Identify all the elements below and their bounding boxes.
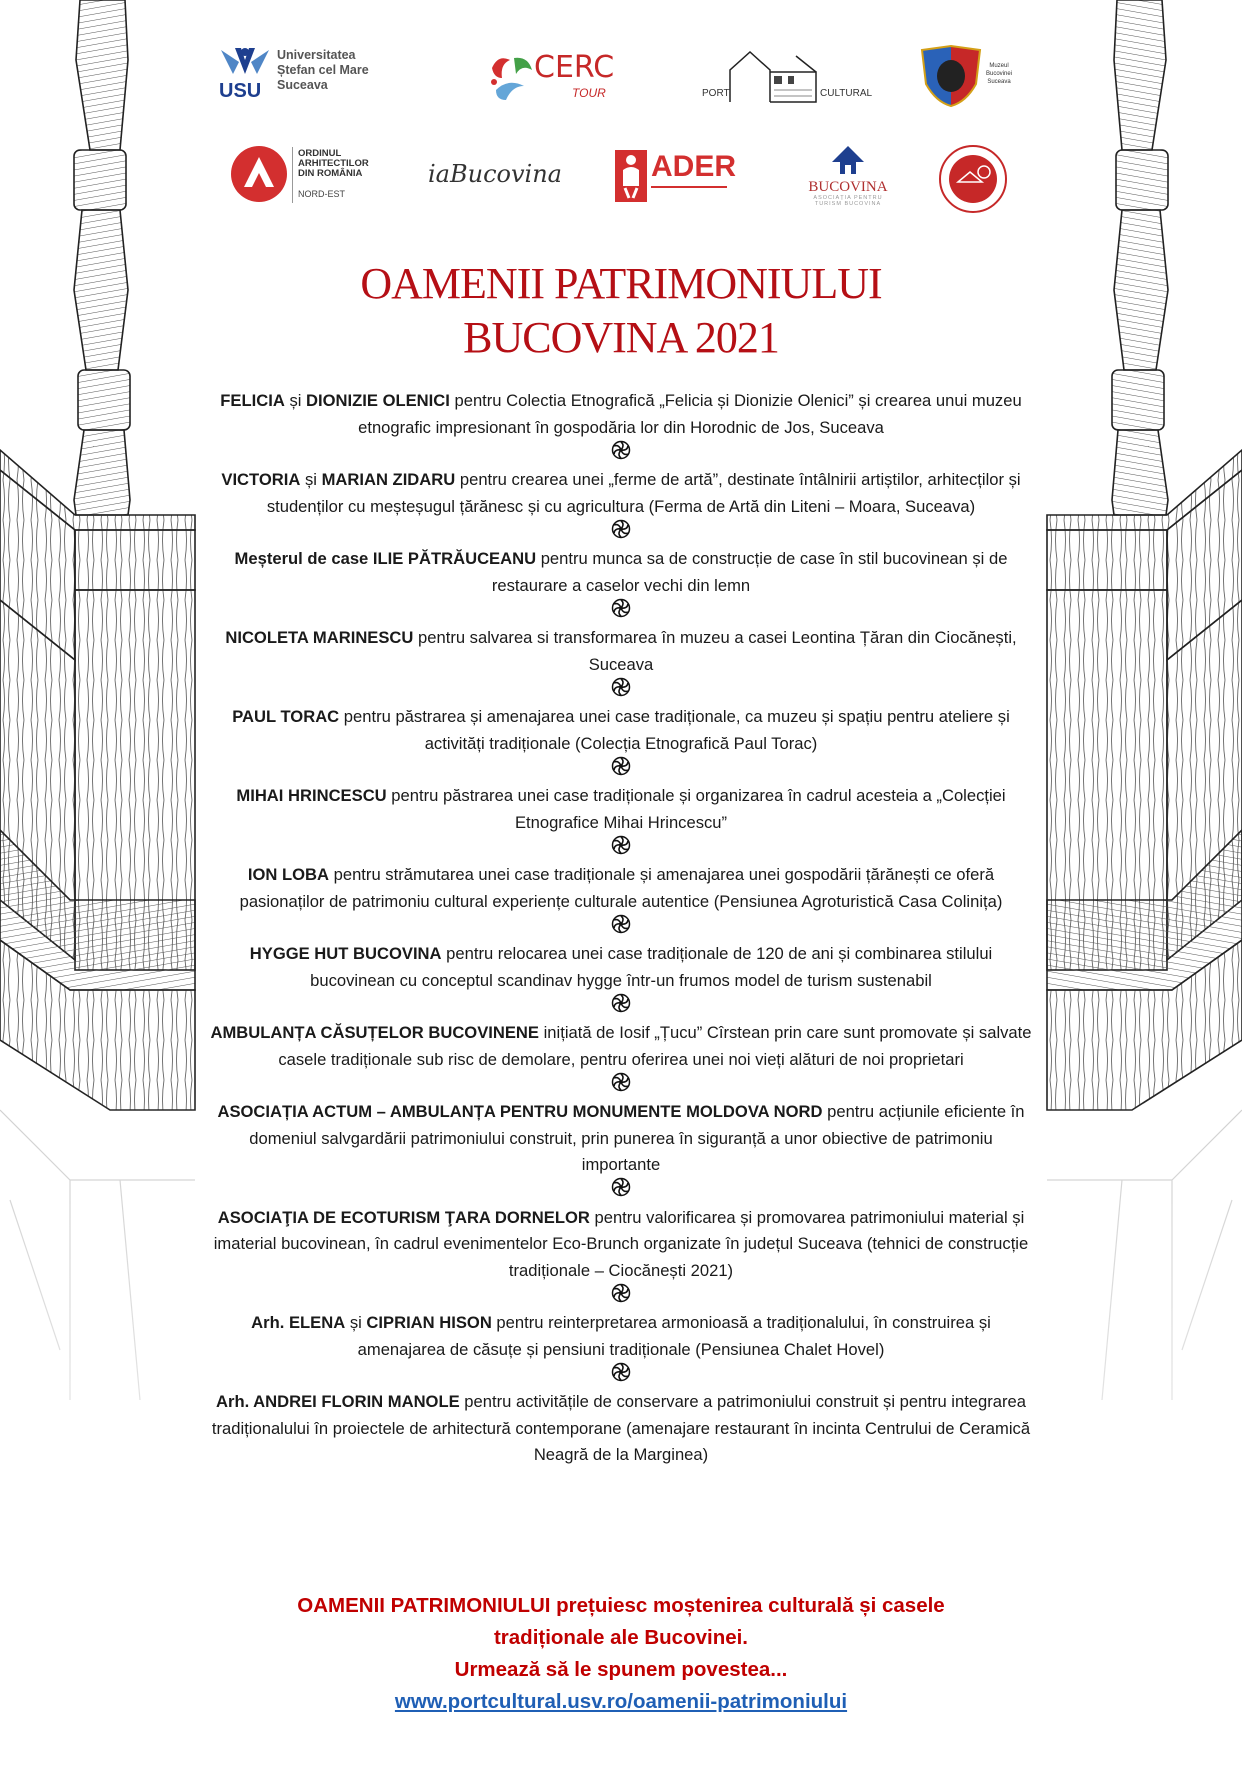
honoree-name-2: DIONIZIE OLENICI <box>306 391 450 410</box>
ader-logo <box>615 150 745 206</box>
honoree-entry <box>210 1205 1032 1285</box>
honoree-description: pentru crearea unei „ferme de artă”, destinate întâlnirii artiștilor, arhitecților și studenților cu meșteșugul țărănesc și cu agricultura (Ferma de Artă din Liteni – Moara, Suceava) <box>266 470 1021 516</box>
oar-line1: ORDINUL <box>298 148 342 159</box>
ader-name: ADER <box>651 150 737 183</box>
honoree-name-2: MARIAN ZIDARU <box>321 470 456 489</box>
muzeul-line1: Muzeul <box>989 63 1009 69</box>
honoree-description: pentru reinterpretarea armonioasă a tradiționalului, în construirea și amenajarea de căsuțe și pensiuni tradiționale (Pensiunea Chalet Hovel) <box>357 1313 991 1359</box>
honoree-entry <box>210 704 1032 757</box>
iabucovina-logo <box>428 160 578 200</box>
separator <box>210 915 1032 941</box>
oar-logo <box>230 145 400 205</box>
cerc-sub: TOUR <box>572 86 606 100</box>
honoree-name: PAUL TORAC <box>232 707 340 726</box>
cerc-tour-logo <box>488 50 638 106</box>
honoree-entry <box>210 1310 1032 1363</box>
honoree-description: pentru relocarea unei case tradiționale de 120 de ani și combinarea stilului bucovinean cu conceptul scandinav hygge într-un frumos model de turism sustenabil <box>310 944 993 990</box>
swirl-rosette-icon <box>611 519 631 548</box>
honoree-description: inițiată de Iosif „Țucu” Cîrstean prin care sunt promovate și salvate casele tradiționale sub risc de demolare, pentru oferirea unei noi vieți alături de noi proprietari <box>278 1023 1032 1069</box>
bucovina-frumoasa-logo <box>938 144 1008 214</box>
honoree-name: Arh. ANDREI FLORIN MANOLE <box>216 1392 460 1411</box>
swirl-rosette-icon <box>611 1362 631 1391</box>
usv-name-line1: Universitatea <box>277 48 356 62</box>
separator <box>210 520 1032 546</box>
footer-statement: OAMENII PATRIMONIULUI prețuiesc moștenirea culturală și casele tradiționale ale Bucovinei. <box>297 1594 945 1649</box>
swirl-rosette-icon <box>611 1283 631 1312</box>
coat-of-arms-icon <box>918 44 984 108</box>
cerc-name: CERC <box>534 50 615 85</box>
atb-name: BUCOVINA <box>808 179 888 195</box>
separator <box>210 1179 1032 1205</box>
roof-icon <box>828 146 868 174</box>
honoree-name: Arh. ELENA <box>251 1313 346 1332</box>
oar-line2: ARHITECTILOR <box>298 158 369 169</box>
muzeul-line2: Bucovinei <box>986 71 1013 77</box>
swirl-rosette-icon <box>611 440 631 469</box>
honoree-name: NICOLETA MARINESCU <box>225 628 414 647</box>
conjunction: și <box>300 470 322 489</box>
swirl-rosette-icon <box>611 756 631 785</box>
oar-line3: DIN ROMÂNIA <box>298 168 363 179</box>
honoree-description: pentru salvarea si transformarea în muzeu a casei Leontina Țăran din Ciocănești, Suceava <box>413 628 1017 674</box>
honoree-name: ASOCIAȚIA ACTUM – AMBULANȚA PENTRU MONUMENTE MOLDOVA NORD <box>217 1102 823 1121</box>
usv-logo <box>215 44 385 106</box>
port-label: PORT <box>702 88 730 99</box>
atb-line2: TURISM BUCOVINA <box>814 201 882 207</box>
swirl-rosette-icon <box>611 1177 631 1206</box>
swirl-rosette-icon <box>611 835 631 864</box>
honoree-entry <box>210 388 1032 441</box>
muzeul-line3: Suceava <box>987 79 1011 85</box>
honoree-name: ASOCIAŢIA DE ECOTURISM ŢARA DORNELOR <box>217 1207 590 1227</box>
wooden-pillar-illustration-right <box>1012 0 1242 1773</box>
honoree-entry <box>210 1099 1032 1179</box>
honoree-name: VICTORIA <box>221 470 301 489</box>
usv-mark: USU <box>219 80 262 102</box>
honoree-description: pentru acțiunile eficiente în domeniul salvgardării patrimoniului construit, prin punerea în siguranță a unor obiective de patrimoniu importante <box>249 1102 1025 1174</box>
swirl-rosette-icon <box>611 1072 631 1101</box>
swirl-rosette-icon <box>611 914 631 943</box>
port-cultural-logo <box>698 50 873 106</box>
honoree-entry <box>210 862 1032 915</box>
page-subtitle: BUCOVINA 2021 <box>463 313 779 362</box>
separator <box>210 599 1032 625</box>
website-link[interactable]: www.portcultural.usv.ro/oamenii-patrimoniului <box>394 1690 848 1713</box>
honoree-description: pentru munca sa de construcție de case în stil bucovinean și de restaurare a caselor vechi din lemn <box>491 549 1008 595</box>
usv-name-line2: Ștefan cel Mare <box>277 63 369 77</box>
honoree-name-2: CIPRIAN HISON <box>366 1313 492 1332</box>
honoree-name: AMBULANȚA CĂSUȚELOR BUCOVINENE <box>210 1023 539 1042</box>
oar-emblem-icon <box>230 145 288 203</box>
wooden-pillar-illustration-left <box>0 0 230 1773</box>
separator <box>210 757 1032 783</box>
muzeul-bucovinei-logo <box>918 44 1028 108</box>
honoree-description: pentru strămutarea unei case tradiționale și amenajarea unei gospodării țărănești ce oferă pasionaților de patrimoniu cultural experiențe culturale autentice (Pensiunea Agroturistică Casa Colinița) <box>239 865 1003 911</box>
honoree-description: pentru păstrarea și amenajarea unei case tradiționale, ca muzeu și spațiu pentru ateliere și activități tradiționale (Colecția Etnografică Paul Torac) <box>339 707 1010 753</box>
honoree-name: Meșterul de case ILIE PĂTRĂUCEANU <box>234 549 537 568</box>
separator <box>210 1073 1032 1099</box>
atb-logo <box>798 146 898 206</box>
honoree-description: pentru Colectia Etnografică „Felicia și Dionizie Olenici” și crearea unui muzeu etnografic impresionant în gospodăria lor din Horodnic de Jos, Suceava <box>358 391 1022 437</box>
honoree-name: HYGGE HUT BUCOVINA <box>249 944 442 963</box>
swirl-rosette-icon <box>611 993 631 1022</box>
separator <box>210 1284 1032 1310</box>
ader-emblem-icon <box>615 150 647 202</box>
honoree-entry <box>210 941 1032 994</box>
honoree-entry <box>210 1020 1032 1073</box>
usv-name-line3: Suceava <box>277 78 328 92</box>
conjunction: și <box>345 1313 367 1332</box>
page-title: OAMENII PATRIMONIULUI <box>360 259 882 308</box>
atb-line1: ASOCIAȚIA PENTRU <box>813 195 883 201</box>
iabucovina-name: iaBucovina <box>428 160 562 188</box>
honoree-name: FELICIA <box>220 391 285 410</box>
honoree-entry <box>210 625 1032 678</box>
footer-tagline: Urmează să le spunem povestea... <box>454 1658 788 1681</box>
honoree-entry <box>210 1389 1032 1469</box>
honoree-description: pentru activitățile de conservare a patrimoniului construit și pentru integrarea tradiționalului în proiectele de arhitectură contemporane (amenajare restaurant în incinta Centrului de Ceramică Neagră de la Marginea) <box>211 1392 1031 1464</box>
cerc-swirl-icon <box>488 50 536 104</box>
swirl-rosette-icon <box>611 598 631 627</box>
separator <box>210 678 1032 704</box>
honoree-name: ION LOBA <box>247 865 330 884</box>
honoree-name: MIHAI HRINCESCU <box>236 786 387 805</box>
separator <box>210 836 1032 862</box>
honoree-description: pentru valorificarea și promovarea patrimoniului material și imaterial bucovinean, în cadrul evenimentelor Eco-Brunch organizate în județul Suceava (tehnici de construcție tradiționale – Ciocănești 2021) <box>213 1207 1029 1280</box>
swirl-rosette-icon <box>611 677 631 706</box>
separator <box>210 441 1032 467</box>
oar-line4: NORD-EST <box>298 189 345 199</box>
conjunction: și <box>284 391 307 410</box>
footer <box>210 1590 1032 1718</box>
honorees-list <box>210 388 1032 1469</box>
separator <box>210 1363 1032 1389</box>
cultural-label: CULTURAL <box>820 88 873 99</box>
honoree-entry <box>210 546 1032 599</box>
honoree-entry <box>210 783 1032 836</box>
separator <box>210 994 1032 1020</box>
honoree-entry <box>210 467 1032 520</box>
honoree-description: pentru păstrarea unei case tradiționale și organizarea în cadrul acesteia a „Colecției Etnografice Mihai Hrincescu” <box>386 786 1006 832</box>
